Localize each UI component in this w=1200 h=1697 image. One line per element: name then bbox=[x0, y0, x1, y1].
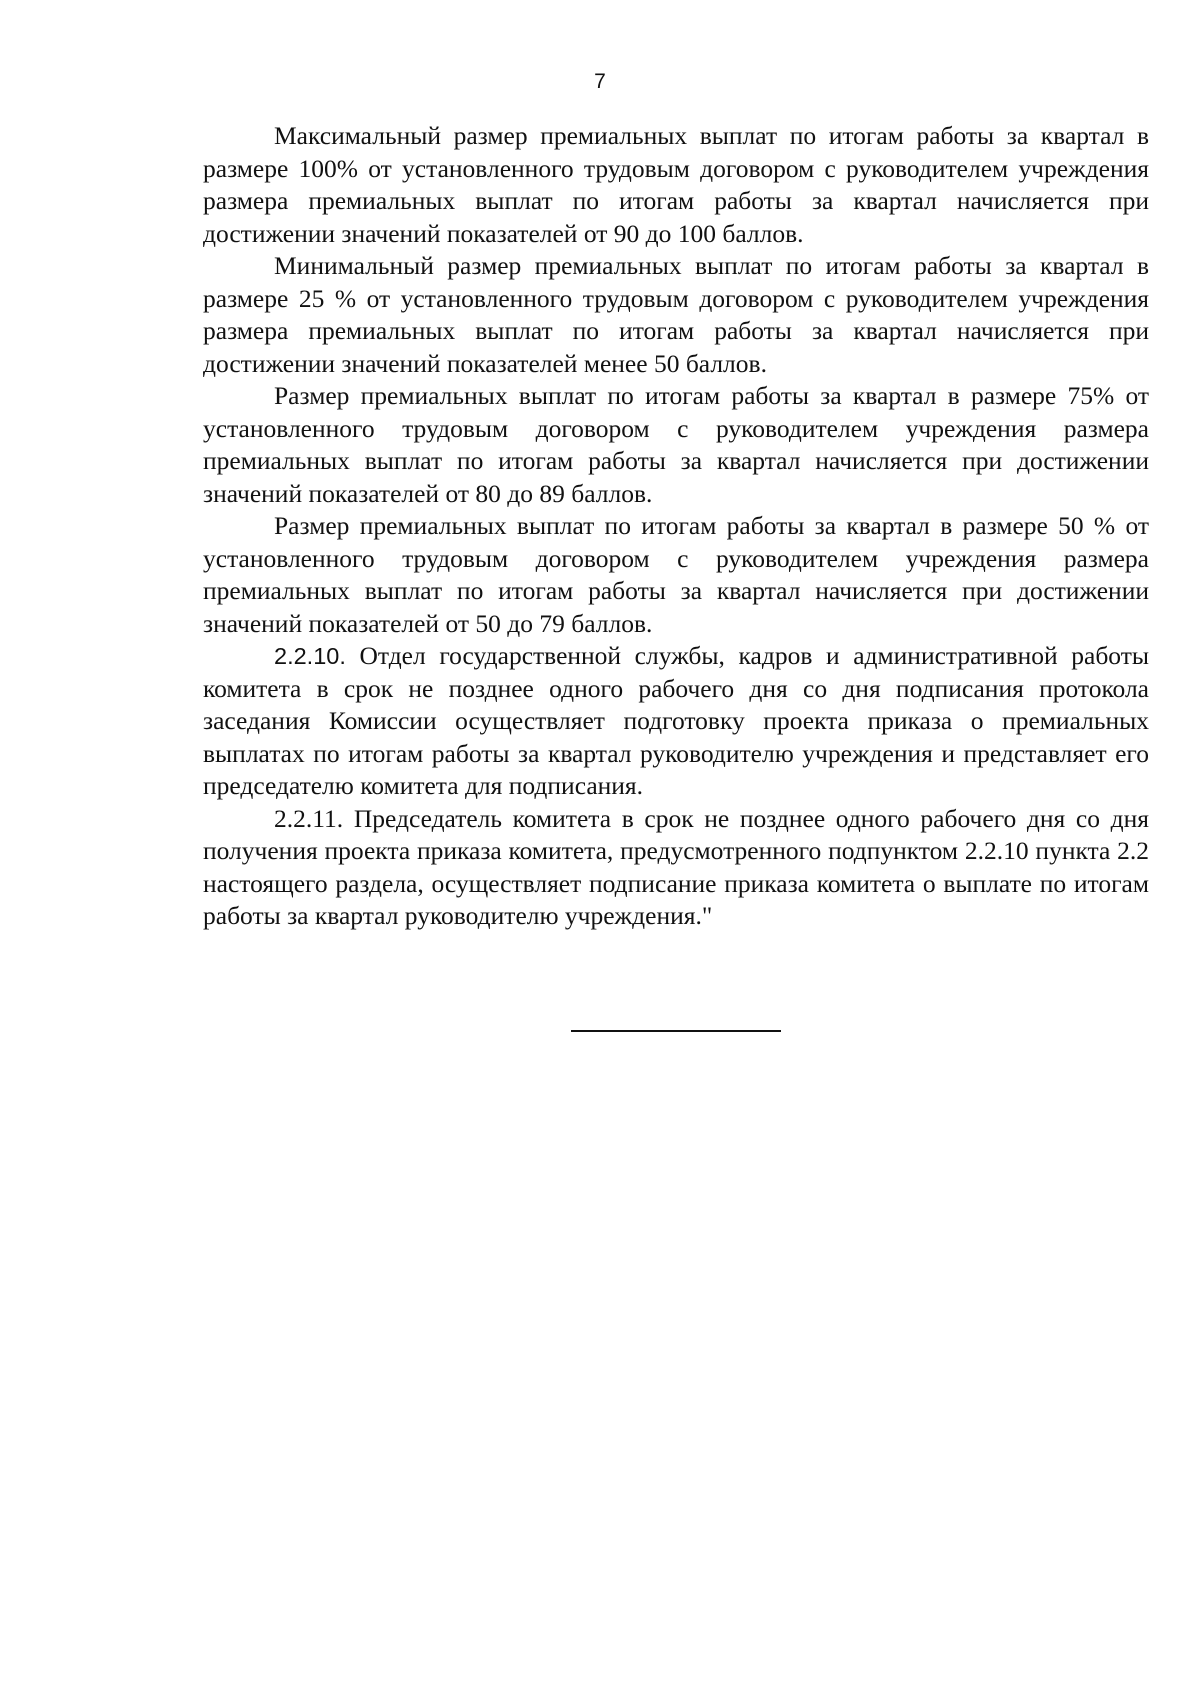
paragraph-bonus-75 bbox=[203, 380, 1149, 510]
paragraph-max-bonus bbox=[203, 120, 1149, 250]
paragraph-text: Отдел государственной службы, кадров и административной работы комитета в срок не позднее одного рабочего дня со дня подписания протокола заседания Комиссии осуществляет подготовку проекта приказа о премиальных выплатах по итогам работы за квартал руководителю учреждения и представляет его председателю комитета для подписания. bbox=[203, 641, 1149, 800]
paragraph-text: Максимальный размер премиальных выплат по итогам работы за квартал в размере 100% от установленного трудовым договором с руководителем учреждения размера премиальных выплат по итогам работы за квартал начисляется при достижении значений показателей от 90 до 100 баллов. bbox=[203, 121, 1149, 248]
paragraph-2-2-10 bbox=[203, 640, 1149, 803]
paragraph-text: 2.2.11. Председатель комитета в срок не позднее одного рабочего дня со дня получения проекта приказа комитета, предусмотренного подпунктом 2.2.10 пункта 2.2 настоящего раздела, осуществляет подписание приказа комитета о выплате по итогам работы за квартал руководителю учреждения." bbox=[203, 803, 1149, 930]
paragraph-number: 2.2.10. bbox=[274, 643, 346, 669]
document-body bbox=[203, 120, 1149, 933]
paragraph-text: Размер премиальных выплат по итогам работы за квартал в размере 75% от установленного трудовым договором с руководителем учреждения размера премиальных выплат по итогам работы за квартал начисляется при достижении значений показателей от 80 до 89 баллов. bbox=[203, 381, 1149, 508]
paragraph-text: Минимальный размер премиальных выплат по итогам работы за квартал в размере 25 % от установленного трудовым договором с руководителем учреждения размера премиальных выплат по итогам работы за квартал начисляется при достижении значений показателей менее 50 баллов. bbox=[203, 251, 1149, 378]
paragraph-bonus-50 bbox=[203, 510, 1149, 640]
paragraph-min-bonus bbox=[203, 250, 1149, 380]
paragraph-text: Размер премиальных выплат по итогам работы за квартал в размере 50 % от установленного трудовым договором с руководителем учреждения размера премиальных выплат по итогам работы за квартал начисляется при достижении значений показателей от 50 до 79 баллов. bbox=[203, 511, 1149, 638]
page-number: 7 bbox=[594, 70, 606, 93]
paragraph-2-2-11 bbox=[203, 803, 1149, 933]
end-of-text-rule bbox=[571, 1030, 781, 1032]
